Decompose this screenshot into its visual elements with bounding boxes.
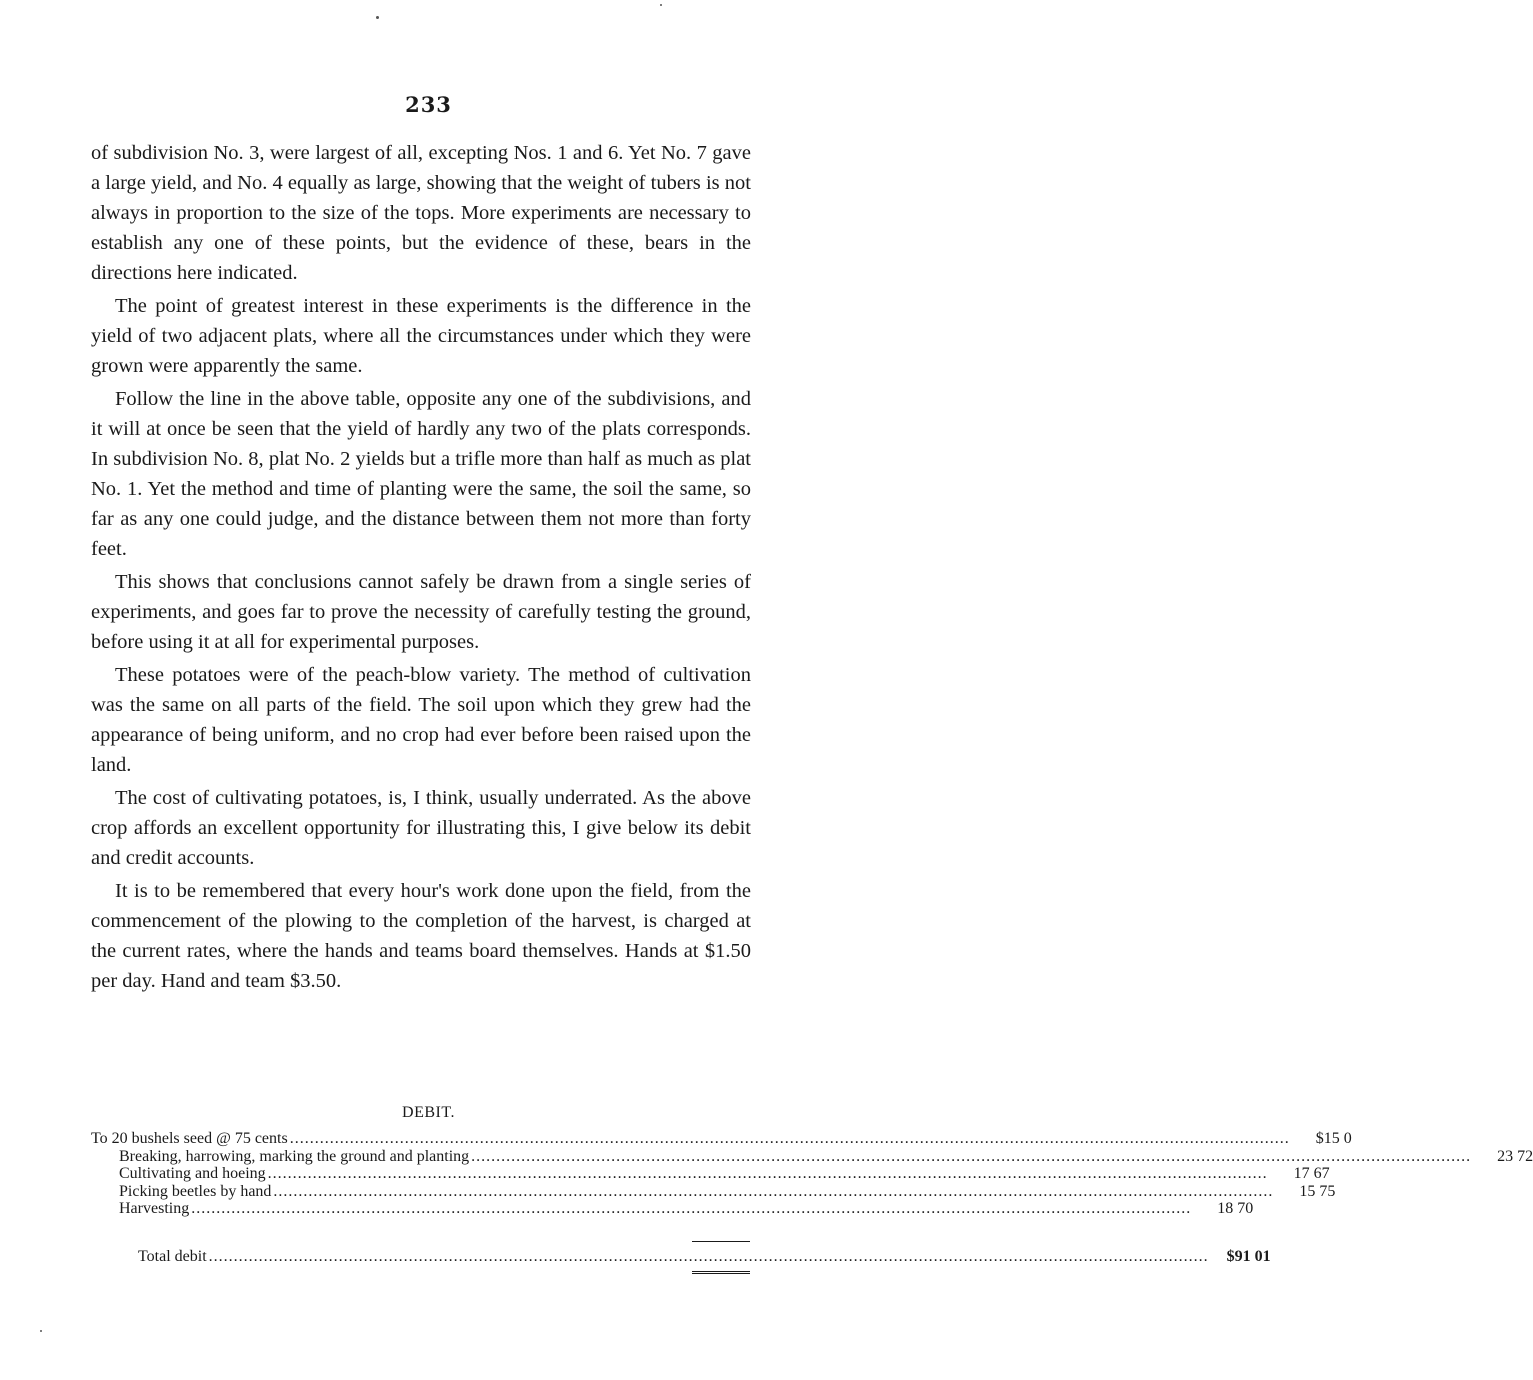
paragraph: The point of greatest interest in these experiments is the difference in the yield of two adjacent plats, where all the circumstances under which they were grown were apparently the same.: [91, 295, 751, 377]
debit-row: [91, 1130, 1352, 1148]
debit-heading: DEBIT.: [402, 1104, 455, 1121]
debit-total-label: Total debit: [138, 1248, 207, 1265]
debit-item-label: Picking beetles by hand: [119, 1182, 272, 1200]
debit-total-row: [138, 1248, 1271, 1266]
page-number: 233: [405, 92, 452, 117]
sum-rule: [692, 1241, 750, 1242]
total-double-rule: [692, 1271, 750, 1274]
body-text: [91, 138, 751, 999]
paragraph: Follow the line in the above table, opposite any one of the subdivisions, and it will at once be seen that the yield of hardly any two of the plats corresponds. In subdivision No. 8, plat No. 2 yields but a trifle more than half as much as plat No. 1. Yet the method and time of planting were the same, the soil the same, so far as any one could judge, and the distance between them not more than forty feet.: [91, 388, 751, 560]
leader-dots: ........................................................................................................................................................................................................: [208, 1248, 1209, 1265]
paragraph: This shows that conclusions cannot safely be drawn from a single series of experiments, and goes far to prove the necessity of carefully testing the ground, before using it at all for experimental purposes.: [91, 571, 751, 653]
scan-speck: [660, 4, 662, 6]
paragraph: of subdivision No. 3, were largest of all, excepting Nos. 1 and 6. Yet No. 7 gave a large yield, and No. 4 equally as large, showing that the weight of tubers is not always in proportion to the size of the tops. More experiments are necessary to establish any one of these points, but the evidence of these, bears in the directions here indicated.: [91, 142, 751, 284]
leader-dots: ........................................................................................................................................................................................................: [289, 1130, 1290, 1147]
paragraph: It is to be remembered that every hour's work done upon the field, from the commencement of the plowing to the completion of the harvest, is charged at the current rates, where the hands and teams board themselves. Hands at $1.50 per day. Hand and team $3.50.: [91, 880, 751, 992]
debit-row: [91, 1165, 1330, 1183]
debit-table: [91, 1130, 1533, 1218]
debit-item-amount: $15 0: [1315, 1130, 1352, 1147]
debit-item-amount: 17 67: [1293, 1165, 1330, 1182]
debit-item-label: To 20 bushels seed @ 75 cents: [91, 1130, 288, 1147]
leader-dots: ........................................................................................................................................................................................................: [191, 1200, 1192, 1217]
debit-item-label: Cultivating and hoeing: [119, 1165, 266, 1182]
scan-speck: [376, 16, 379, 19]
leader-dots: ........................................................................................................................................................................................................: [471, 1147, 1472, 1165]
debit-row: [91, 1147, 1533, 1166]
debit-row: [91, 1200, 1254, 1218]
debit-item-label: Harvesting: [119, 1200, 190, 1217]
scan-speck: [40, 1330, 42, 1332]
debit-item-amount: 15 75: [1299, 1182, 1336, 1200]
leader-dots: ........................................................................................................................................................................................................: [267, 1165, 1268, 1182]
debit-item-label: Breaking, harrowing, marking the ground and planting: [119, 1147, 470, 1165]
debit-item-amount: 23 72: [1497, 1147, 1533, 1165]
leader-dots: ........................................................................................................................................................................................................: [273, 1182, 1274, 1200]
debit-total-amount: $91 01: [1226, 1248, 1271, 1265]
paragraph: The cost of cultivating potatoes, is, I think, usually underrated. As the above crop affords an excellent opportunity for illustrating this, I give below its debit and credit accounts.: [91, 787, 751, 869]
debit-item-amount: 18 70: [1217, 1200, 1254, 1217]
debit-row: [91, 1182, 1336, 1201]
paragraph: These potatoes were of the peach-blow variety. The method of cultivation was the same on all parts of the field. The soil upon which they grew had the appearance of being uniform, and no crop had ever before been raised upon the land.: [91, 664, 751, 776]
